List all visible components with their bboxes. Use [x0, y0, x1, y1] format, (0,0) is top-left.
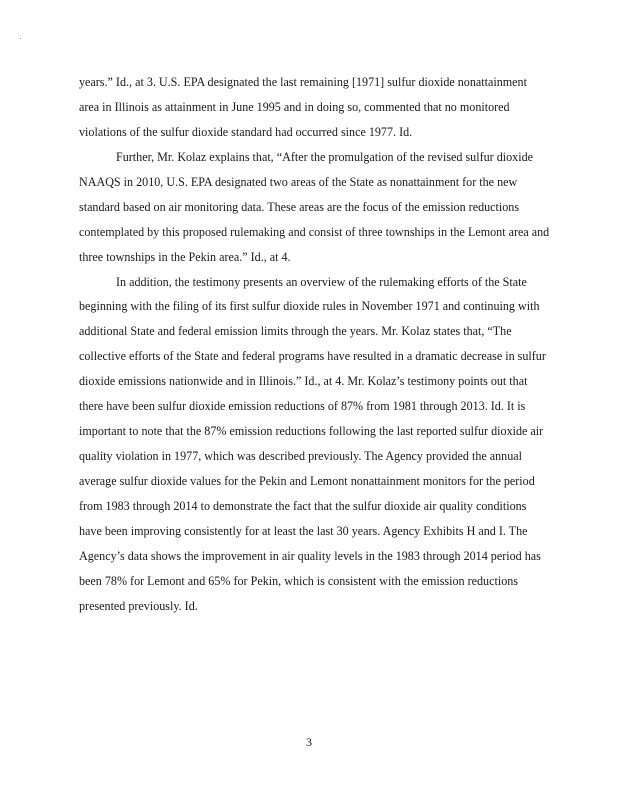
text-line: additional State and federal emission limits through the years. Mr. Kolaz states that, “The: [79, 324, 512, 339]
text-line: collective efforts of the State and federal programs have resulted in a dramatic decrease in sulfur: [79, 349, 546, 364]
text-line: important to note that the 87% emission reductions following the last reported sulfur dioxide air: [79, 424, 544, 439]
text-line: there have been sulfur dioxide emission reductions of 87% from 1981 through 2013. Id. It is: [79, 399, 526, 414]
text-line: area in Illinois as attainment in June 1995 and in doing so, commented that no monitored: [79, 99, 510, 114]
text-line: Agency’s data shows the improvement in air quality levels in the 1983 through 2014 period has: [79, 548, 541, 563]
text-line: quality violation in 1977, which was described previously. The Agency provided the annual: [79, 449, 523, 464]
text-line: years.” Id., at 3. U.S. EPA designated the last remaining [1971] sulfur dioxide nonattainment: [79, 75, 527, 89]
text-line: NAAQS in 2010, U.S. EPA designated two areas of the State as nonattainment for the new: [79, 174, 518, 189]
text-line: from 1983 through 2014 to demonstrate the fact that the sulfur dioxide air quality conditions: [79, 498, 527, 513]
scan-speck: [20, 38, 21, 39]
text-line: contemplated by this proposed rulemaking and consist of three townships in the Lemont area and: [79, 224, 550, 239]
text-line: been 78% for Lemont and 65% for Pekin, which is consistent with the emission reductions: [79, 573, 518, 588]
text-line: have been improving consistently for at least the last 30 years. Agency Exhibits H and I. The: [79, 523, 528, 538]
page-number: 3: [306, 735, 312, 749]
paragraph-start-line: In addition, the testimony presents an overview of the rulemaking efforts of the State: [116, 274, 527, 289]
paragraph-start-line: Further, Mr. Kolaz explains that, “After the promulgation of the revised sulfur dioxide: [116, 149, 533, 164]
text-line: dioxide emissions nationwide and in Illinois.” Id., at 4. Mr. Kolaz’s testimony points out that: [79, 374, 528, 389]
text-line: three townships in the Pekin area.” Id., at 4.: [79, 249, 291, 264]
text-line: standard based on air monitoring data. These areas are the focus of the emission reductions: [79, 199, 520, 214]
body-text: [79, 70, 550, 619]
text-line: average sulfur dioxide values for the Pekin and Lemont nonattainment monitors for the period: [79, 474, 535, 488]
text-line: presented previously. Id.: [79, 598, 198, 613]
text-line: beginning with the filing of its first sulfur dioxide rules in November 1971 and continuing with: [79, 299, 540, 314]
text-line: violations of the sulfur dioxide standard had occurred since 1977. Id.: [79, 124, 413, 139]
